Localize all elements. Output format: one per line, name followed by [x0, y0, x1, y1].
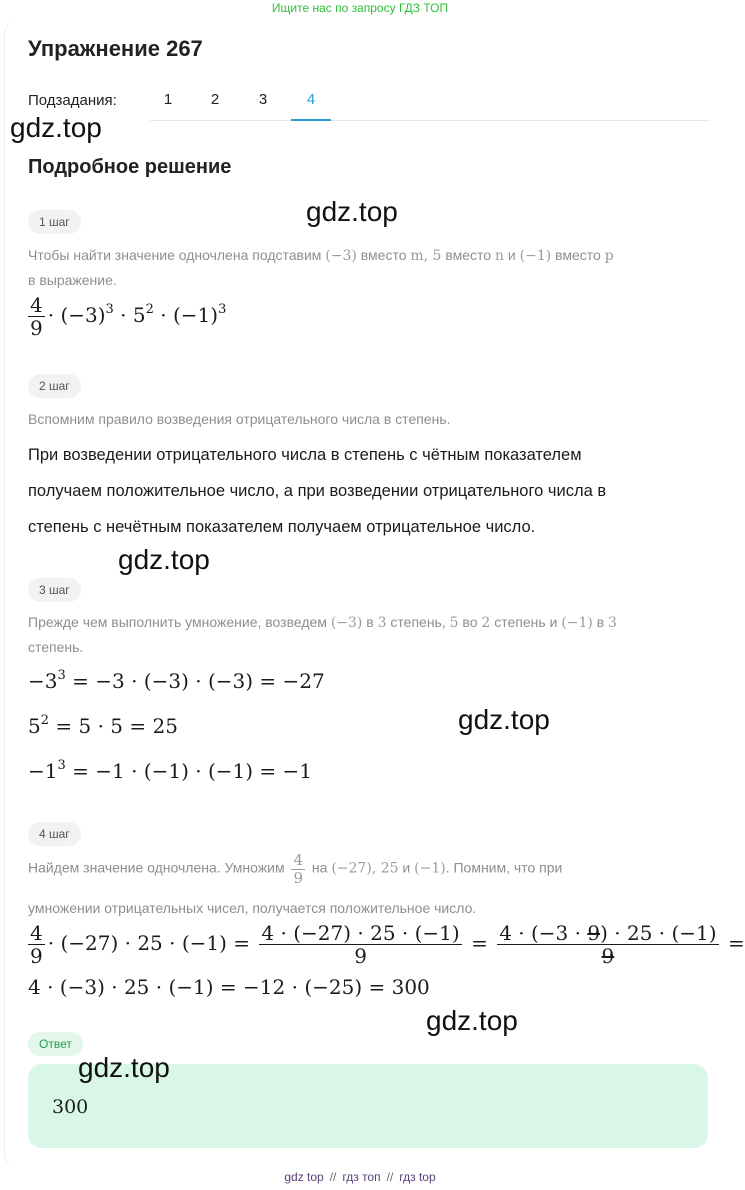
- step-3-badge: 3 шаг: [28, 578, 81, 602]
- watermark: gdz.top: [78, 1052, 170, 1083]
- step-1-badge: 1 шаг: [28, 210, 81, 234]
- footer-link[interactable]: гдз топ: [342, 1170, 381, 1184]
- step-1-text: Чтобы найти значение одночлена подставим (−3) вместо m, 5 вместо n и (−1) вместо p в выражение.: [28, 247, 614, 288]
- step-3-text: Прежде чем выполнить умножение, возведем (−3) в 3 степень, 5 во 2 степень и (−1) в 3 степень.: [28, 614, 617, 655]
- step-4-text-cont: умножении отрицательных чисел, получается положительное число.: [28, 900, 477, 916]
- answer-value: 300: [52, 1096, 89, 1118]
- subtasks-label: Подзадания:: [28, 92, 117, 109]
- search-hint-banner: Ищите нас по запросу ГДЗ ТОП: [271, 1, 449, 15]
- footer-link[interactable]: гдз top: [399, 1170, 436, 1184]
- step-4-text: Найдем значение одночлена. Умножим $\frac{4}{9}$ на (−27), 25 и (−1). Помним, что при: [28, 851, 563, 887]
- step-4-badge: 4 шаг: [28, 822, 81, 846]
- step-3-equation-2: $5^2 = 5 \cdot 5 = 25$: [28, 713, 178, 739]
- solution-heading: Подробное решение: [28, 156, 232, 178]
- step-4-equation-1: $\frac{4}{9}$ · (−27) · 25 · (−1) = $\frac{4 \cdot (-27) \cdot 25 \cdot (-1)}{9}$ = $\frac{4 \cdot (-3 \cdot 9) \cdot 25 \cdot (-1)}{9}$ =: [30, 921, 745, 968]
- watermark: gdz.top: [426, 1005, 518, 1036]
- tabs-divider: [150, 120, 710, 121]
- step-3-equation-3: $-1^3 = -1 \cdot (-1) \cdot (-1) = -1$: [28, 758, 312, 784]
- footer-link[interactable]: gdz top: [284, 1170, 324, 1184]
- step-2-text: Вспомним правило возведения отрицательного числа в степень.: [28, 411, 451, 427]
- watermark: gdz.top: [458, 704, 550, 735]
- footer-links: gdz top // гдз топ // гдз top: [284, 1170, 436, 1184]
- tab-subtask-1[interactable]: 1: [163, 91, 173, 108]
- watermark: gdz.top: [306, 196, 398, 227]
- step-3-equation-1: $-3^3 = -3 \cdot (-3) \cdot (-3) = -27$: [28, 668, 325, 694]
- step-4-equation-2: 4 · (−3) · 25 · (−1) = −12 · (−25) = 300: [28, 975, 430, 999]
- step-1-expression: $\frac{4}{9}$ · $(-3)^3 \cdot 5^2 \cdot (-1)^3$: [30, 293, 227, 340]
- answer-badge: Ответ: [28, 1032, 83, 1056]
- tab-subtask-4[interactable]: 4: [291, 90, 331, 121]
- tab-subtask-3[interactable]: 3: [258, 91, 268, 108]
- tab-subtask-2[interactable]: 2: [210, 91, 220, 108]
- watermark: gdz.top: [10, 112, 102, 143]
- watermark: gdz.top: [118, 544, 210, 575]
- page-title: Упражнение 267: [28, 36, 203, 61]
- negative-power-rule: При возведении отрицательного числа в степень с чётным показателем получаем положительное число, а при возведении отрицательного числа в степень с нечётным показателем получаем отрицательное число.: [28, 446, 607, 536]
- step-2-badge: 2 шаг: [28, 374, 81, 398]
